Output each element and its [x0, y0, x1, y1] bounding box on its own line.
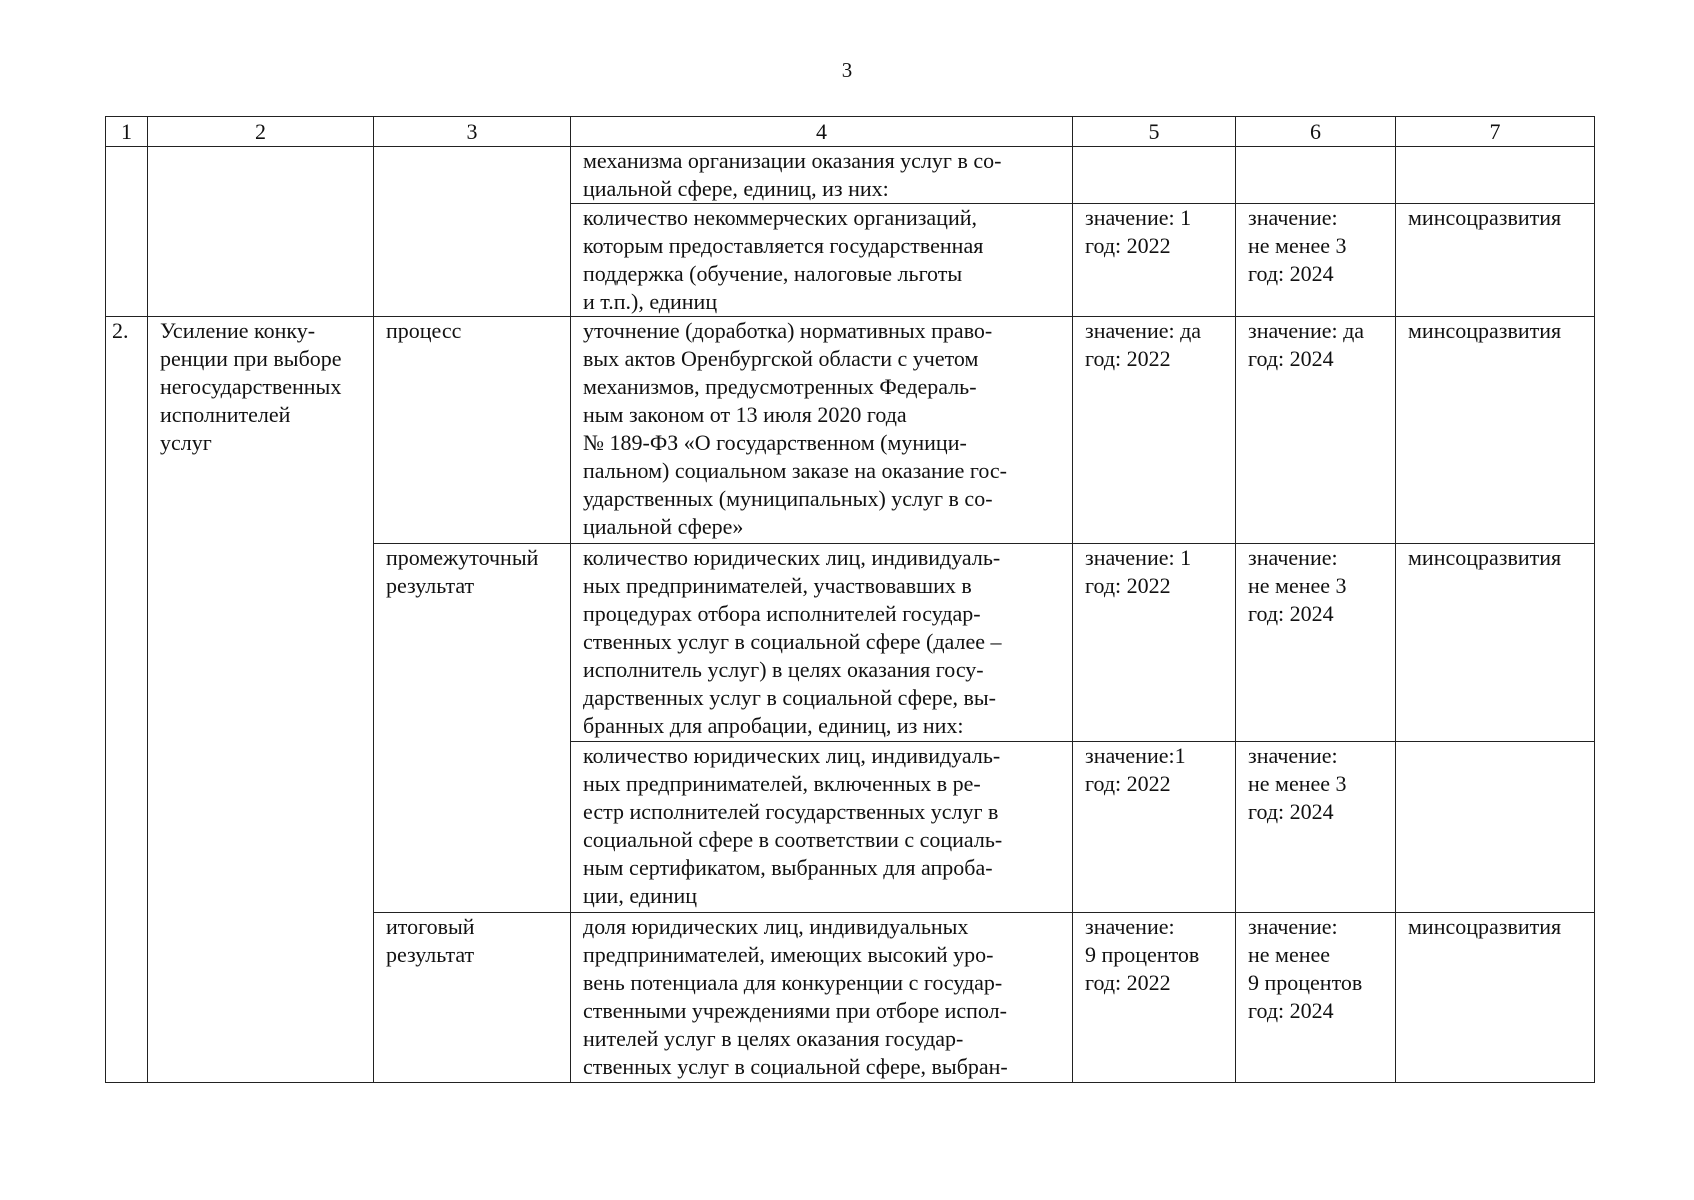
base-value-cell: значение:1 год: 2022 [1073, 742, 1236, 913]
stage-cell: процесс [374, 317, 571, 544]
task-cell: Усиление конку- ренции при выборе негосударственных исполнителей услуг [148, 317, 374, 1083]
responsible-cell: минсоцразвития [1396, 544, 1595, 742]
responsible-cell: минсоцразвития [1396, 913, 1595, 1083]
indicator-cell: количество некоммерческих организаций, которым предоставляется государственная поддержка (обучение, налоговые льготы и т.п.), единиц [571, 204, 1073, 317]
row-number-cell: 2. [106, 317, 148, 1083]
base-value-cell: значение: 1 год: 2022 [1073, 544, 1236, 742]
header-cell: 4 [571, 117, 1073, 147]
stage-cell: промежуточный результат [374, 544, 571, 913]
header-cell: 1 [106, 117, 148, 147]
responsible-cell: минсоцразвития [1396, 317, 1595, 544]
base-value-cell: значение: да год: 2022 [1073, 317, 1236, 544]
row-number-cell [106, 147, 148, 317]
base-value-cell: значение: 1 год: 2022 [1073, 204, 1236, 317]
base-value-cell: значение: 9 процентов год: 2022 [1073, 913, 1236, 1083]
target-value-cell: значение: да год: 2024 [1236, 317, 1396, 544]
task-cell [148, 147, 374, 317]
stage-cell [374, 147, 571, 317]
responsible-cell [1396, 147, 1595, 204]
header-cell: 6 [1236, 117, 1396, 147]
target-value-cell: значение: не менее 3 год: 2024 [1236, 204, 1396, 317]
responsible-cell: минсоцразвития [1396, 204, 1595, 317]
header-cell: 7 [1396, 117, 1595, 147]
header-cell: 2 [148, 117, 374, 147]
header-row [106, 117, 1595, 147]
indicators-table [105, 116, 1595, 1083]
stage-cell: итоговый результат [374, 913, 571, 1083]
indicator-cell: механизма организации оказания услуг в со- циальной сфере, единиц, из них: [571, 147, 1073, 204]
target-value-cell: значение: не менее 9 процентов год: 2024 [1236, 913, 1396, 1083]
base-value-cell [1073, 147, 1236, 204]
target-value-cell [1236, 147, 1396, 204]
indicator-cell: доля юридических лиц, индивидуальных предпринимателей, имеющих высокий уро- вень потенциала для конкуренции с государ- ственными учреждениями при отборе испол- нителей услуг в целях оказания государ- ственных услуг в социальной сфере, выбран- [571, 913, 1073, 1083]
indicator-cell: количество юридических лиц, индивидуаль- ных предпринимателей, включенных в ре- естр исполнителей государственных услуг в социальной сфере в соответствии с социаль- ным сертификатом, выбранных для апроба- ции, единиц [571, 742, 1073, 913]
target-value-cell: значение: не менее 3 год: 2024 [1236, 742, 1396, 913]
responsible-cell [1396, 742, 1595, 913]
table-row [106, 317, 1595, 544]
indicator-cell: количество юридических лиц, индивидуаль- ных предпринимателей, участвовавших в процедурах отбора исполнителей государ- ственных услуг в социальной сфере (далее – исполнитель услуг) в целях оказания госу- дарственных услуг в социальной сфере, вы- бранных для апробации, единиц, из них: [571, 544, 1073, 742]
indicator-cell: уточнение (доработка) нормативных право- вых актов Оренбургской области с учетом механизмов, предусмотренных Федераль- ным законом от 13 июля 2020 года № 189-ФЗ «О государственном (муници- пальном) социальном заказе на оказание гос- ударственных (муниципальных) услуг в со- циальной сфере» [571, 317, 1073, 544]
page-number: 3 [841, 58, 853, 82]
header-cell: 5 [1073, 117, 1236, 147]
header-cell: 3 [374, 117, 571, 147]
table-row [106, 147, 1595, 204]
target-value-cell: значение: не менее 3 год: 2024 [1236, 544, 1396, 742]
